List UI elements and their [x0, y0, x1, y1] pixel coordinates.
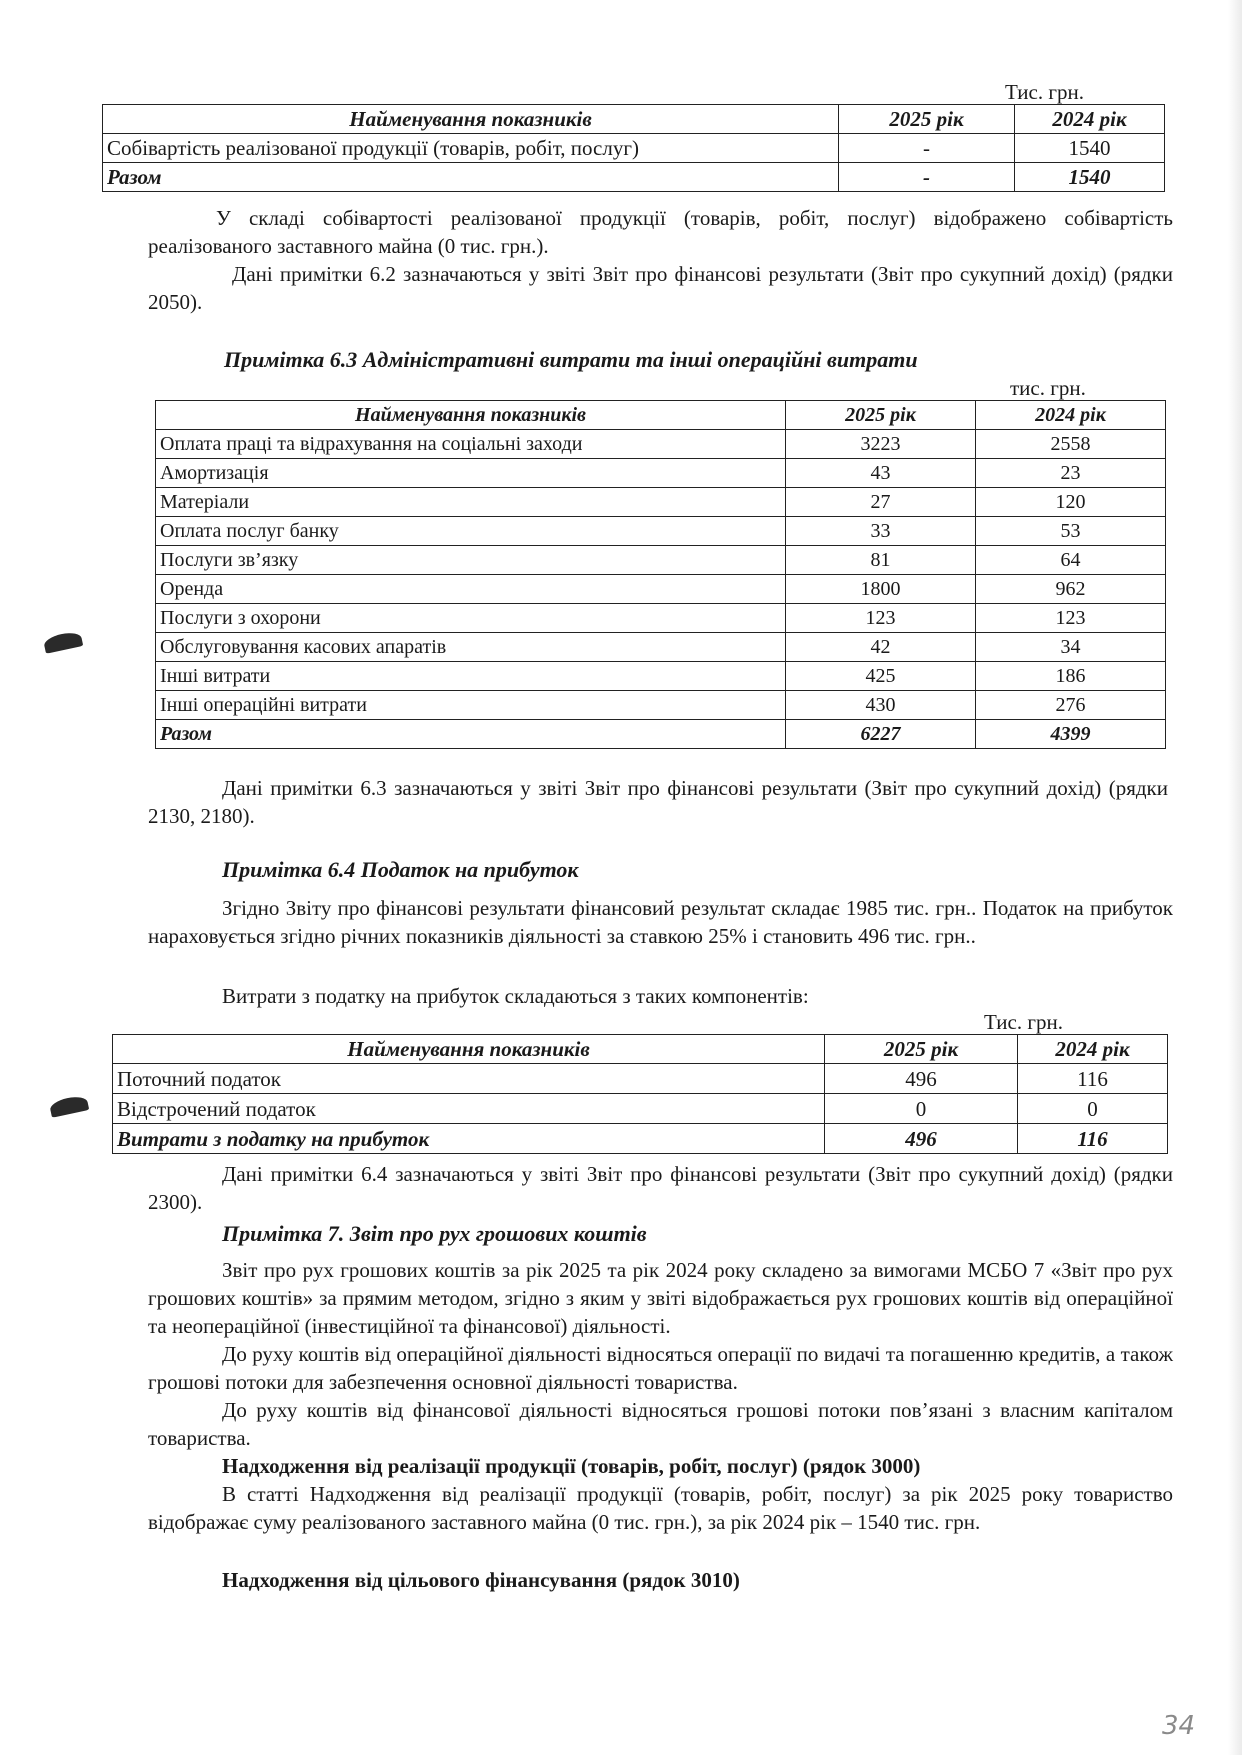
table3-total-2025: 496	[825, 1124, 1018, 1154]
table3-cell: 496	[825, 1064, 1018, 1094]
paragraph-profit-tax: Згідно Звіту про фінансові результати фінансовий результат складає 1985 тис. грн.. Податок на прибуток нараховується згідно річних показників діяльності за ставкою 25% і становить 496 тис. грн..	[148, 896, 1173, 948]
table3-total-2024: 116	[1018, 1124, 1168, 1154]
paragraph-cost-composition: У складі собівартості реалізованої продукції (товарів, робіт, послуг) відображено собівартість реалізованого заставного майна (0 тис. грн.).	[148, 206, 1173, 258]
table2-cell: 53	[976, 517, 1166, 546]
table3-cell: 0	[1018, 1094, 1168, 1124]
table-row	[156, 430, 1166, 459]
table2-total-2025: 6227	[786, 720, 976, 749]
table2-cell: Матеріали	[156, 488, 786, 517]
table2-cell: Послуги з охорони	[156, 604, 786, 633]
table2-cell: 123	[976, 604, 1166, 633]
table2-cell: 27	[786, 488, 976, 517]
cost-of-sales-table	[102, 104, 1165, 192]
table-row	[103, 134, 1165, 163]
table3-total-row	[113, 1124, 1168, 1154]
paragraph-note64-reference: Дані примітки 6.4 зазначаються у звіті Звіт про фінансові результати (Звіт про сукупний дохід) (рядки 2300).	[148, 1162, 1173, 1214]
table-row	[113, 1064, 1168, 1094]
table2-header-2025: 2025 рік	[786, 401, 976, 430]
table1-total-2024: 1540	[1015, 163, 1165, 192]
table2-cell: 43	[786, 459, 976, 488]
paragraph-tax-components: Витрати з податку на прибуток складаються з таких компонентів:	[222, 984, 809, 1008]
hole-punch-mark-bottom	[49, 1094, 89, 1118]
table3-cell: Поточний податок	[113, 1064, 825, 1094]
income-tax-table	[112, 1034, 1168, 1154]
table3-header-2024: 2024 рік	[1018, 1035, 1168, 1064]
table1-total-2025: -	[839, 163, 1015, 192]
table-row	[156, 662, 1166, 691]
table1-header-2024: 2024 рік	[1015, 105, 1165, 134]
table3-header-2025: 2025 рік	[825, 1035, 1018, 1064]
paragraph-cashflow-method: Звіт про рух грошових коштів за рік 2025 та рік 2024 року складено за вимогами МСБО 7 «Звіт про рух грошових коштів» за прямим методом, згідно з яким у звіті відображається рух грошових коштів від операційної та неопераційної (інвестиційної та фінансової) діяльності.	[148, 1258, 1173, 1338]
table3-cell: 0	[825, 1094, 1018, 1124]
table2-cell: 81	[786, 546, 976, 575]
table2-cell: 186	[976, 662, 1166, 691]
table2-header-name: Найменування показників	[156, 401, 786, 430]
table2-cell: 1800	[786, 575, 976, 604]
note63-title: Примітка 6.3 Адміністративні витрати та інші операційні витрати	[224, 347, 918, 372]
table1-total-row	[103, 163, 1165, 192]
table2-cell: 2558	[976, 430, 1166, 459]
table3-total-label: Витрати з податку на прибуток	[113, 1124, 825, 1154]
table2-cell: 3223	[786, 430, 976, 459]
table-row	[113, 1094, 1168, 1124]
paragraph-financing-activities: До руху коштів від фінансової діяльності відносяться грошові потоки пов’язані з власним капіталом товариства.	[148, 1398, 1173, 1450]
page-number: 34	[1162, 1711, 1196, 1741]
table2-total-label: Разом	[156, 720, 786, 749]
note64-title: Примітка 6.4 Податок на прибуток	[222, 857, 579, 882]
table2-cell: 64	[976, 546, 1166, 575]
table3-header-name: Найменування показників	[113, 1035, 825, 1064]
table2-cell: 276	[976, 691, 1166, 720]
paragraph-operating-activities: До руху коштів від операційної діяльності відносяться операції по видачі та погашенню кредитів, а також грошові потоки для забезпечення основної діяльності товариства.	[148, 1342, 1173, 1394]
admin-expenses-table	[155, 400, 1166, 749]
table1-cell: 1540	[1015, 134, 1165, 163]
table2-cell: Послуги зв’язку	[156, 546, 786, 575]
table2-cell: 34	[976, 633, 1166, 662]
table-row	[156, 575, 1166, 604]
scan-edge-shadow	[1228, 0, 1242, 1755]
paragraph-row-3000: В статті Надходження від реалізації продукції (товарів, робіт, послуг) за рік 2025 року товариство відображає суму реалізованого заставного майна (0 тис. грн.), за рік 2024 рік – 1540 тис. грн.	[148, 1482, 1173, 1534]
table2-cell: 430	[786, 691, 976, 720]
table2-cell: Інші операційні витрати	[156, 691, 786, 720]
table1-total-label: Разом	[103, 163, 839, 192]
table-row	[156, 633, 1166, 662]
table2-cell: Оплата праці та відрахування на соціальні заходи	[156, 430, 786, 459]
table-row	[156, 488, 1166, 517]
table2-cell: 33	[786, 517, 976, 546]
table-row	[156, 517, 1166, 546]
table2-cell: 42	[786, 633, 976, 662]
table3-cell: Відстрочений податок	[113, 1094, 825, 1124]
table3-unit: Тис. грн.	[984, 1010, 1063, 1034]
table1-header-name: Найменування показників	[103, 105, 839, 134]
table2-cell: 23	[976, 459, 1166, 488]
table2-cell: Оплата послуг банку	[156, 517, 786, 546]
table2-total-2024: 4399	[976, 720, 1166, 749]
table2-cell: 425	[786, 662, 976, 691]
paragraph-note63-reference: Дані примітки 6.3 зазначаються у звіті Звіт про фінансові результати (Звіт про сукупний дохід) (рядки 2130, 2180).	[148, 776, 1168, 828]
table2-unit: тис. грн.	[1010, 376, 1086, 400]
hole-punch-mark-top	[43, 630, 83, 654]
table1-cell: -	[839, 134, 1015, 163]
table1-header-2025: 2025 рік	[839, 105, 1015, 134]
note7-title: Примітка 7. Звіт про рух грошових коштів	[222, 1221, 647, 1246]
table2-cell: 962	[976, 575, 1166, 604]
table2-cell: 123	[786, 604, 976, 633]
table2-cell: 120	[976, 488, 1166, 517]
table2-total-row	[156, 720, 1166, 749]
table-row	[156, 546, 1166, 575]
table-row	[156, 459, 1166, 488]
table1-cell: Собівартість реалізованої продукції (товарів, робіт, послуг)	[103, 134, 839, 163]
table2-cell: Обслуговування касових апаратів	[156, 633, 786, 662]
table2-cell: Оренда	[156, 575, 786, 604]
table2-header-2024: 2024 рік	[976, 401, 1166, 430]
section-3000-title: Надходження від реалізації продукції (товарів, робіт, послуг) (рядок 3000)	[222, 1454, 921, 1478]
table3-cell: 116	[1018, 1064, 1168, 1094]
table-row	[156, 691, 1166, 720]
table-row	[156, 604, 1166, 633]
table2-cell: Амортизація	[156, 459, 786, 488]
section-3010-title: Надходження від цільового фінансування (рядок 3010)	[222, 1568, 740, 1592]
table1-unit: Тис. грн.	[1005, 80, 1084, 104]
paragraph-note62-reference: Дані примітки 6.2 зазначаються у звіті Звіт про фінансові результати (Звіт про сукупний дохід) (рядки 2050).	[148, 262, 1173, 314]
table2-cell: Інші витрати	[156, 662, 786, 691]
